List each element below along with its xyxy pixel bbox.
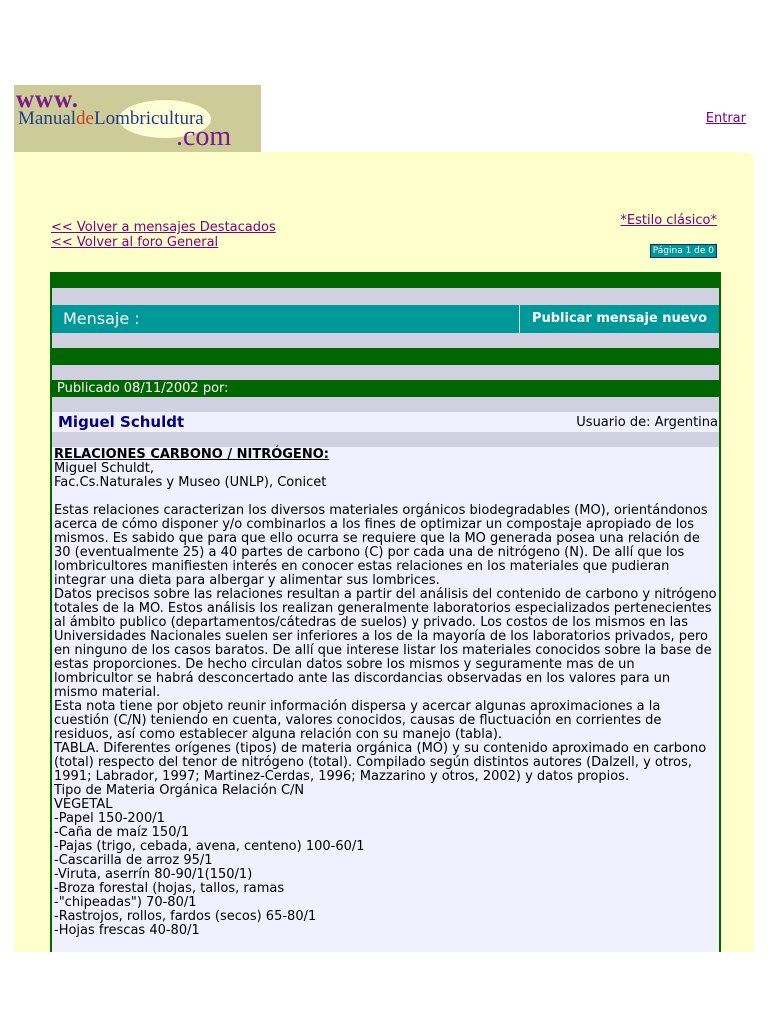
published-date: Publicado 08/11/2002 por:	[52, 380, 719, 397]
post-content	[52, 447, 719, 938]
logo-name-part1: Manual	[18, 108, 77, 129]
logo-name-part2: de	[76, 108, 94, 129]
user-country: Usuario de: Argentina	[576, 414, 718, 430]
post-body: Miguel Schuldt, Fac.Cs.Naturales y Museo (UNLP), Conicet Estas relaciones caracterizan los diversos materiales orgánicos biodegradables (MO), orientándonos acerca de cómo disponer y/o combinarlos a los fines de optimizar un compostaje apropiado de los mismos. Es sabido que para que ello ocurra se requiere que la MO generada posea una relación de 30 (eventualmente 25) a 40 partes de carbono (C) por cada una de nitrógeno (N). De allí que los lombricultores manifiesten interés en conocer estas relaciones en los materiales que pudieran integrar una dieta para albergar y alimentar sus lombrices. Datos precisos sobre las relaciones resultan a partir del análisis del contenido de carbono y nitrógeno totales de la MO. Estos análisis los realizan generalmente laboratorios especializados pertenecientes al ámbito publico (departamentos/cátedras de suelos) y privado. Los costos de los mismos en las Universidades Nacionales suelen ser inferiores a los de la mayoría de los laboratorios privados, pero en ninguno de los casos baratos. De allí que interese listar los materiales conocidos sobre la base de estas proporciones. De hecho circulan datos sobre los mismos y seguramente mas de un lombricultor se habrá desconcertado ante las discordancias observadas en los valores para un mismo material. Esta nota tiene por objeto reunir información dispersa y acercar algunas aproximaciones a la cuestión (C/N) teniendo en cuenta, valores conocidos, causas de fluctuación en corrientes de residuos, así como establecer alguna relación con su manejo (tabla). TABLA. Diferentes orígenes (tipos) de materia orgánica (MO) y su contenido aproximado en carbono (total) respecto del tenor de nitrógeno (total). Compilado según distintos autores (Dalzell, y otros, 1991; Labrador, 1997; Martinez-Cerdas, 1996; Mazzarino y otros, 2002) y datos propios. Tipo de Materia Orgánica Relación C/N VEGETAL -Papel 150-200/1 -Caña de maíz 150/1 -Pajas (trigo, cebada, avena, centeno) 100-60/1 -Cascarilla de arroz 95/1 -Viruta, aserrín 80-90/1(150/1) -Broza forestal (hojas, tallos, ramas -"chipeadas") 70-80/1 -Rastrojos, rollos, fardos (secos) 65-80/1 -Hojas frescas 40-80/1	[54, 461, 717, 938]
site-logo[interactable]	[14, 85, 261, 152]
logo-www: www.	[16, 86, 80, 113]
page-indicator: Página 1 de 0	[650, 244, 717, 258]
classic-style-link[interactable]: *Estilo clásico*	[620, 213, 717, 228]
post-title: RELACIONES CARBONO / NITRÓGENO:	[54, 447, 329, 462]
message-title: Mensaje :	[63, 309, 140, 328]
back-to-forum-link[interactable]: << Volver al foro General	[51, 235, 219, 250]
middle-lavender-band	[52, 333, 719, 348]
logo-name-part3: Lombricultura	[93, 108, 204, 129]
logo-dotcom: .com	[176, 121, 232, 152]
back-to-featured-link[interactable]: << Volver a mensajes Destacados	[51, 220, 276, 235]
author-name[interactable]: Miguel Schuldt	[58, 413, 185, 431]
top-green-band	[52, 272, 719, 288]
top-lavender-band	[52, 288, 719, 305]
message-header-bar	[52, 305, 719, 333]
new-post-button[interactable]: Publicar mensaje nuevo	[519, 305, 719, 333]
post-author-band	[52, 432, 719, 447]
middle-green-band	[52, 348, 719, 365]
login-link[interactable]: Entrar	[705, 111, 746, 126]
author-row	[52, 412, 719, 432]
pre-published-band	[52, 365, 719, 380]
forum-table	[50, 272, 721, 952]
back-links	[51, 220, 276, 250]
pre-author-band	[52, 397, 719, 412]
